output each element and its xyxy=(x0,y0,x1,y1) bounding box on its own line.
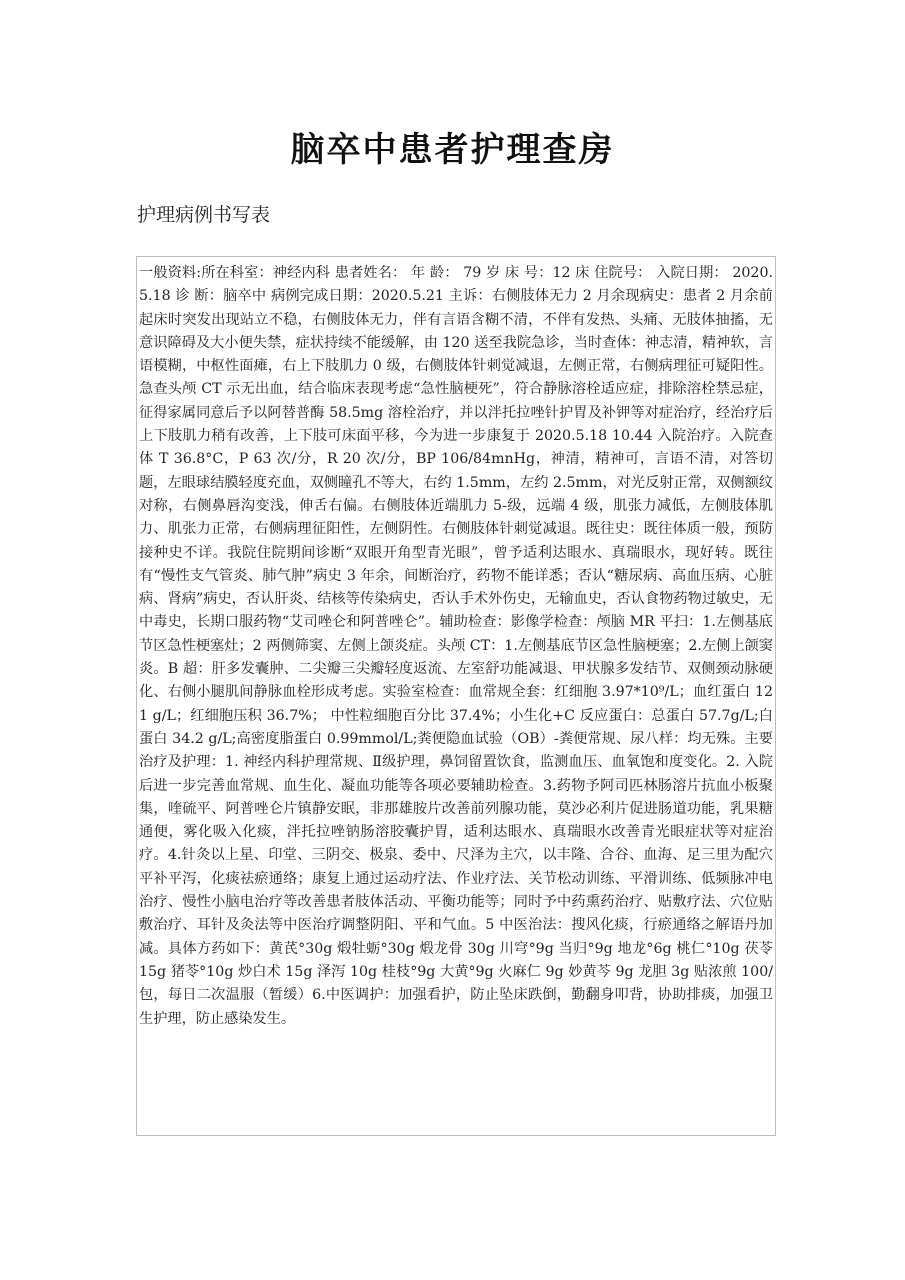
document-title: 脑卒中患者护理查房 xyxy=(290,130,615,170)
nursing-record-text: 一般资料:所在科室：神经内科 患者姓名： 年 龄： 79 岁 床 号：12 床 住院号： 入院日期： 2020.5.18 诊 断：脑卒中 病例完成日期：2020.5.21 主诉：右侧肢体无力 2 月余现病史：患者 2 月余前起床时突发出现站立不稳，右侧肢体无力，伴有言语含糊不清，不伴有发热、头痛、无肢体抽搐，无意识障碍及大小便失禁，症状持续不能缓解，由 120 送至我院急诊，当时查体：神志清，精神软，言语模糊，中枢性面瘫，右上下肢肌力 0 级，右侧肢体针刺觉减退，左侧正常，右侧病理征可疑阳性。急查头颅 CT 示无出血，结合临床表现考虑“急性脑梗死”，符合静脉溶栓适应症，排除溶栓禁忌症，征得家属同意后予以阿替普酶 58.5mg 溶栓治疗，并以泮托拉唑针护胃及补钾等对症治疗，经治疗后上下肢肌力稍有改善，上下肢可床面平移，今为进一步康复于 2020.5.18 10.44 入院治疗。入院查体 T 36.8°C，P 63 次/分，R 20 次/分，BP 106/84mnHg，神清，精神可，言语不清，对答切题，左眼球结膜轻度充血，双侧瞳孔不等大，右约 1.5mm，左约 2.5mm，对光反射正常，双侧额纹对称，右侧鼻唇沟变浅，伸舌右偏。右侧肢体近端肌力 5-级，远端 4 级，肌张力减低，左侧肢体肌力、肌张力正常，右侧病理征阳性，左侧阴性。右侧肢体针刺觉减退。既往史：既往体质一般，预防接种史不详。我院住院期间诊断“双眼开角型青光眼”，曾予适利达眼水、真瑞眼水，现好转。既往有“慢性支气管炎、肺气肿”病史 3 年余，间断治疗，药物不能详悉；否认“糖尿病、高血压病、心脏病、肾病”病史，否认肝炎、结核等传染病史，否认手术外伤史，无输血史，否认食物药物过敏史，无中毒史，长期口服药物“艾司唑仑和阿普唑仑”。辅助检查：影像学检查：颅脑 MR 平扫：1.左侧基底节区急性梗塞灶；2 两侧筛窦、左侧上颌炎症。头颅 CT：1.左侧基底节区急性脑梗塞；2.左侧上颌窦炎。B 超：肝多发囊肿、二尖瓣三尖瓣轻度返流、左室舒功能减退、甲状腺多发结节、双侧颈动脉硬化、右侧小腿肌间静脉血栓形成考虑。实验室检查：血常规全套：红细胞 3.97*10⁹/L；血红蛋白 121 g/L；红细胞压积 36.7%； 中性粒细胞百分比 37.4%；小生化+C 反应蛋白：总蛋白 57.7g/L;白蛋白 34.2 g/L;高密度脂蛋白 0.99mmol/L;粪便隐血试验（OB）-粪便常规、尿八样：均无殊。主要治疗及护理：1. 神经内科护理常规、Ⅱ级护理，鼻饲留置饮食，监测血压、血氧饱和度变化。2. 入院后进一步完善血常规、血生化、凝血功能等各项必要辅助检查。3.药物予阿司匹林肠溶片抗血小板聚集，喹硫平、阿普唑仑片镇静安眠，非那雄胺片改善前列腺功能，莫沙必利片促进肠道功能，乳果糖通便，雾化吸入化痰，泮托拉唑钠肠溶胶囊护胃，适利达眼水、真瑞眼水改善青光眼症状等对症治疗。4.针灸以上星、印堂、三阴交、极泉、委中、尺泽为主穴，以丰隆、合谷、血海、足三里为配穴平补平泻，化痰祛瘀通络；康复上通过运动疗法、作业疗法、关节松动训练、平滑训练、低频脉冲电治疗、慢性小脑电治疗等改善患者肢体活动、平衡功能等；同时予中药熏药治疗、贴敷疗法、穴位贴敷治疗、耳针及灸法等中医治疗调整阴阳、平和气血。5 中医治法：搜风化痰，行瘀通络之解语丹加减。具体方药如下：黄芪°30g 煅牡蛎°30g 煅龙骨 30g 川穹°9g 当归°9g 地龙°6g 桃仁°10g 茯苓 15g 猪苓°10g 炒白术 15g 泽泻 10g 桂枝°9g 大黄°9g 火麻仁 9g 妙黄芩 9g 龙胆 3g 贴浓煎 100/包，每日二次温服（暂缓）6.中医调护：加强看护，防止坠床跌倒，勤翻身叩背，协助排痰，加强卫生护理，防止感染发生。 xyxy=(139,265,773,1027)
document-subtitle: 护理病例书写表 xyxy=(137,204,271,226)
nursing-record-table xyxy=(136,256,776,1136)
